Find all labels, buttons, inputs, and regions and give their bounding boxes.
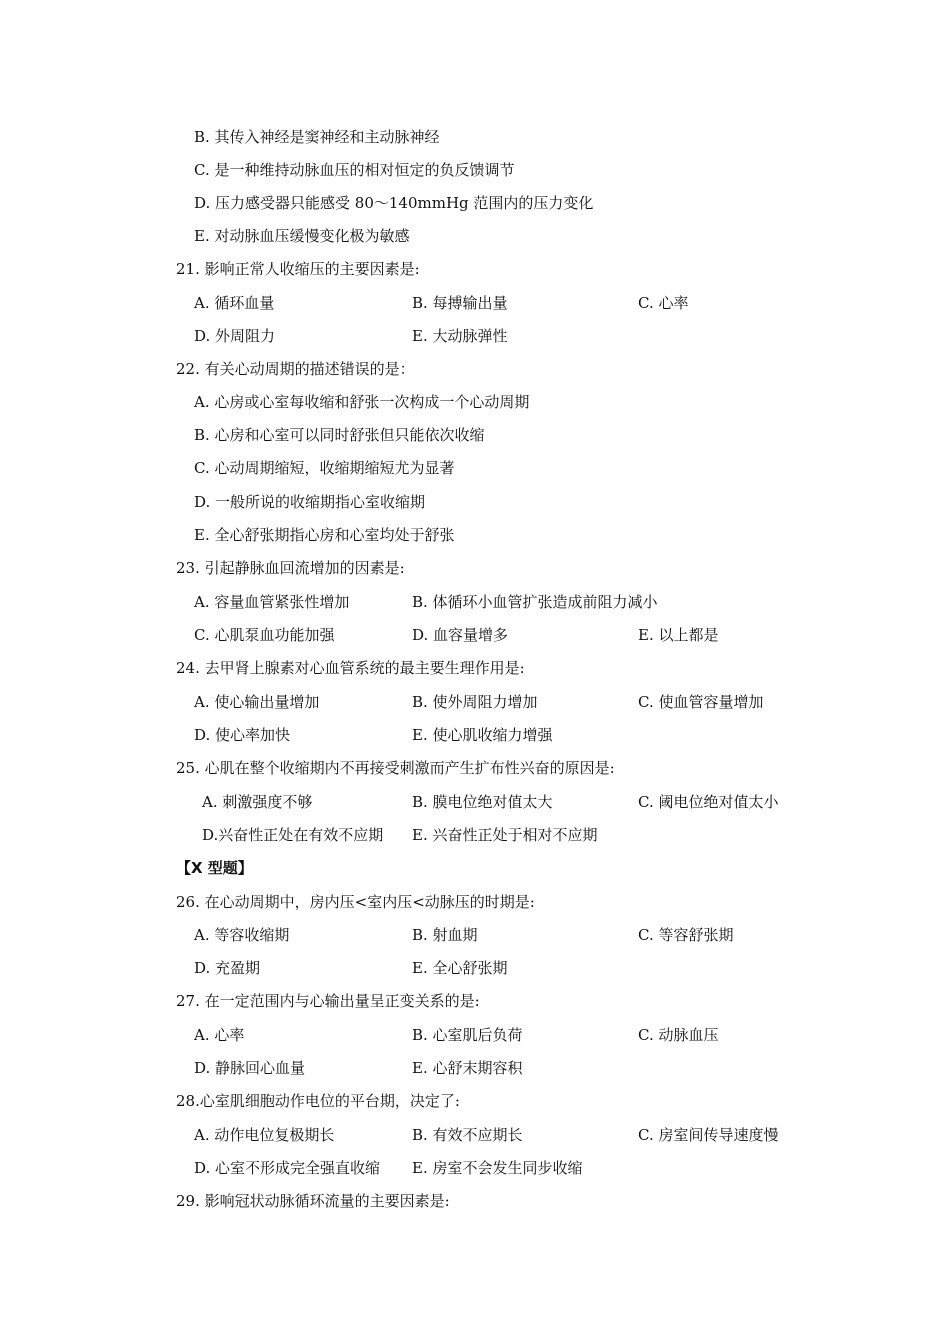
q22-option-a: A. 心房或心室每收缩和舒张一次构成一个心动周期 (194, 393, 530, 411)
q27-option-e: E. 心舒末期容积 (412, 1059, 523, 1077)
q28-option-d: D. 心室不形成完全强直收缩 (194, 1159, 381, 1177)
q22-option-c: C. 心动周期缩短，收缩期缩短尤为显著 (194, 459, 455, 477)
q24-option-a: A. 使心输出量增加 (194, 693, 320, 711)
q24-option-d: D. 使心率加快 (194, 726, 291, 744)
q25-option-b: B. 膜电位绝对值太大 (412, 793, 553, 811)
q23-option-b: B. 体循环小血管扩张造成前阻力减小 (412, 593, 658, 611)
q28-option-a: A. 动作电位复极期长 (194, 1126, 335, 1144)
q26-option-e: E. 全心舒张期 (412, 959, 508, 977)
q28-option-e: E. 房室不会发生同步收缩 (412, 1159, 583, 1177)
q27-option-d: D. 静脉回心血量 (194, 1059, 306, 1077)
q28-option-c: C. 房室间传导速度慢 (638, 1126, 779, 1144)
question-28: 28.心室肌细胞动作电位的平台期，决定了: (176, 1092, 460, 1110)
option-d: D. 压力感受器只能感受 80～140mmHg 范围内的压力变化 (194, 194, 594, 212)
option-b: B. 其传入神经是窦神经和主动脉神经 (194, 128, 440, 146)
section-heading: 【X 型题】 (176, 859, 253, 877)
q22-option-d: D. 一般所说的收缩期指心室收缩期 (194, 493, 426, 511)
q25-option-d: D.兴奋性正处在有效不应期 (202, 826, 384, 844)
q26-option-c: C. 等容舒张期 (638, 926, 734, 944)
q25-option-a: A. 刺激强度不够 (202, 793, 313, 811)
q21-option-b: B. 每搏输出量 (412, 294, 508, 312)
option-c: C. 是一种维持动脉血压的相对恒定的负反馈调节 (194, 161, 515, 179)
question-24: 24. 去甲肾上腺素对心血管系统的最主要生理作用是: (176, 659, 525, 677)
q22-option-b: B. 心房和心室可以同时舒张但只能依次收缩 (194, 426, 485, 444)
question-26: 26. 在心动周期中，房内压<室内压<动脉压的时期是: (176, 893, 535, 911)
q26-option-b: B. 射血期 (412, 926, 478, 944)
q24-option-c: C. 使血管容量增加 (638, 693, 764, 711)
q21-option-a: A. 循环血量 (194, 294, 275, 312)
q25-option-c: C. 阈电位绝对值太小 (638, 793, 779, 811)
q23-option-d: D. 血容量增多 (412, 626, 509, 644)
q27-option-c: C. 动脉血压 (638, 1026, 719, 1044)
q24-option-b: B. 使外周阻力增加 (412, 693, 538, 711)
question-25: 25. 心肌在整个收缩期内不再接受刺激而产生扩布性兴奋的原因是: (176, 759, 615, 777)
q21-option-c: C. 心率 (638, 294, 689, 312)
q26-option-d: D. 充盈期 (194, 959, 261, 977)
q28-option-b: B. 有效不应期长 (412, 1126, 523, 1144)
question-22: 22. 有关心动周期的描述错误的是： (176, 360, 415, 378)
question-29: 29. 影响冠状动脉循环流量的主要因素是: (176, 1192, 450, 1210)
question-23: 23. 引起静脉血回流增加的因素是: (176, 559, 405, 577)
q24-option-e: E. 使心肌收缩力增强 (412, 726, 553, 744)
q25-option-e: E. 兴奋性正处于相对不应期 (412, 826, 598, 844)
q26-option-a: A. 等容收缩期 (194, 926, 290, 944)
question-21: 21. 影响正常人收缩压的主要因素是: (176, 260, 420, 278)
q23-option-a: A. 容量血管紧张性增加 (194, 593, 350, 611)
question-27: 27. 在一定范围内与心输出量呈正变关系的是: (176, 992, 480, 1010)
q27-option-b: B. 心室肌后负荷 (412, 1026, 523, 1044)
q21-option-e: E. 大动脉弹性 (412, 327, 508, 345)
q22-option-e: E. 全心舒张期指心房和心室均处于舒张 (194, 526, 455, 544)
q27-option-a: A. 心率 (194, 1026, 245, 1044)
q23-option-e: E. 以上都是 (638, 626, 719, 644)
q23-option-c: C. 心肌泵血功能加强 (194, 626, 335, 644)
option-e: E. 对动脉血压缓慢变化极为敏感 (194, 227, 410, 245)
q21-option-d: D. 外周阻力 (194, 327, 276, 345)
